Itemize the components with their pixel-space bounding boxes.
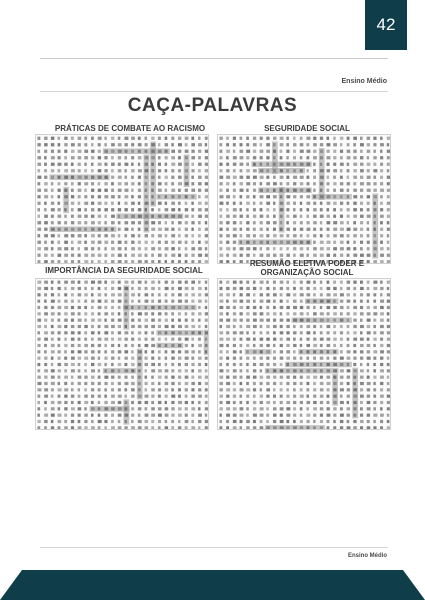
puzzle-title-racismo: PRÁTICAS DE COMBATE AO RACISMO <box>54 124 206 133</box>
header-label: Ensino Médio <box>341 78 387 85</box>
top-divider <box>40 58 388 59</box>
word-search-grid-racismo[interactable] <box>35 134 209 264</box>
puzzle-title-seguridade: SEGURIDADE SOCIAL <box>264 124 350 133</box>
word-search-grid-seguridade[interactable] <box>217 134 391 264</box>
footer-band <box>0 570 425 600</box>
header-divider <box>40 91 388 92</box>
word-search-grid-importancia[interactable] <box>35 278 209 430</box>
footer-label: Ensino Médio <box>348 553 387 559</box>
word-search-grid-resumao[interactable] <box>217 278 391 430</box>
puzzle-title-importancia: IMPORTÂNCIA DA SEGURIDADE SOCIAL <box>45 266 203 275</box>
page-number: 42 <box>365 0 407 50</box>
footer-divider <box>40 547 388 548</box>
puzzle-title-resumao: RESUMÃO ELETIVA PODER E ORGANIZAÇÃO SOCIAL <box>249 259 365 277</box>
page-title: CAÇA-PALAVRAS <box>127 95 298 116</box>
